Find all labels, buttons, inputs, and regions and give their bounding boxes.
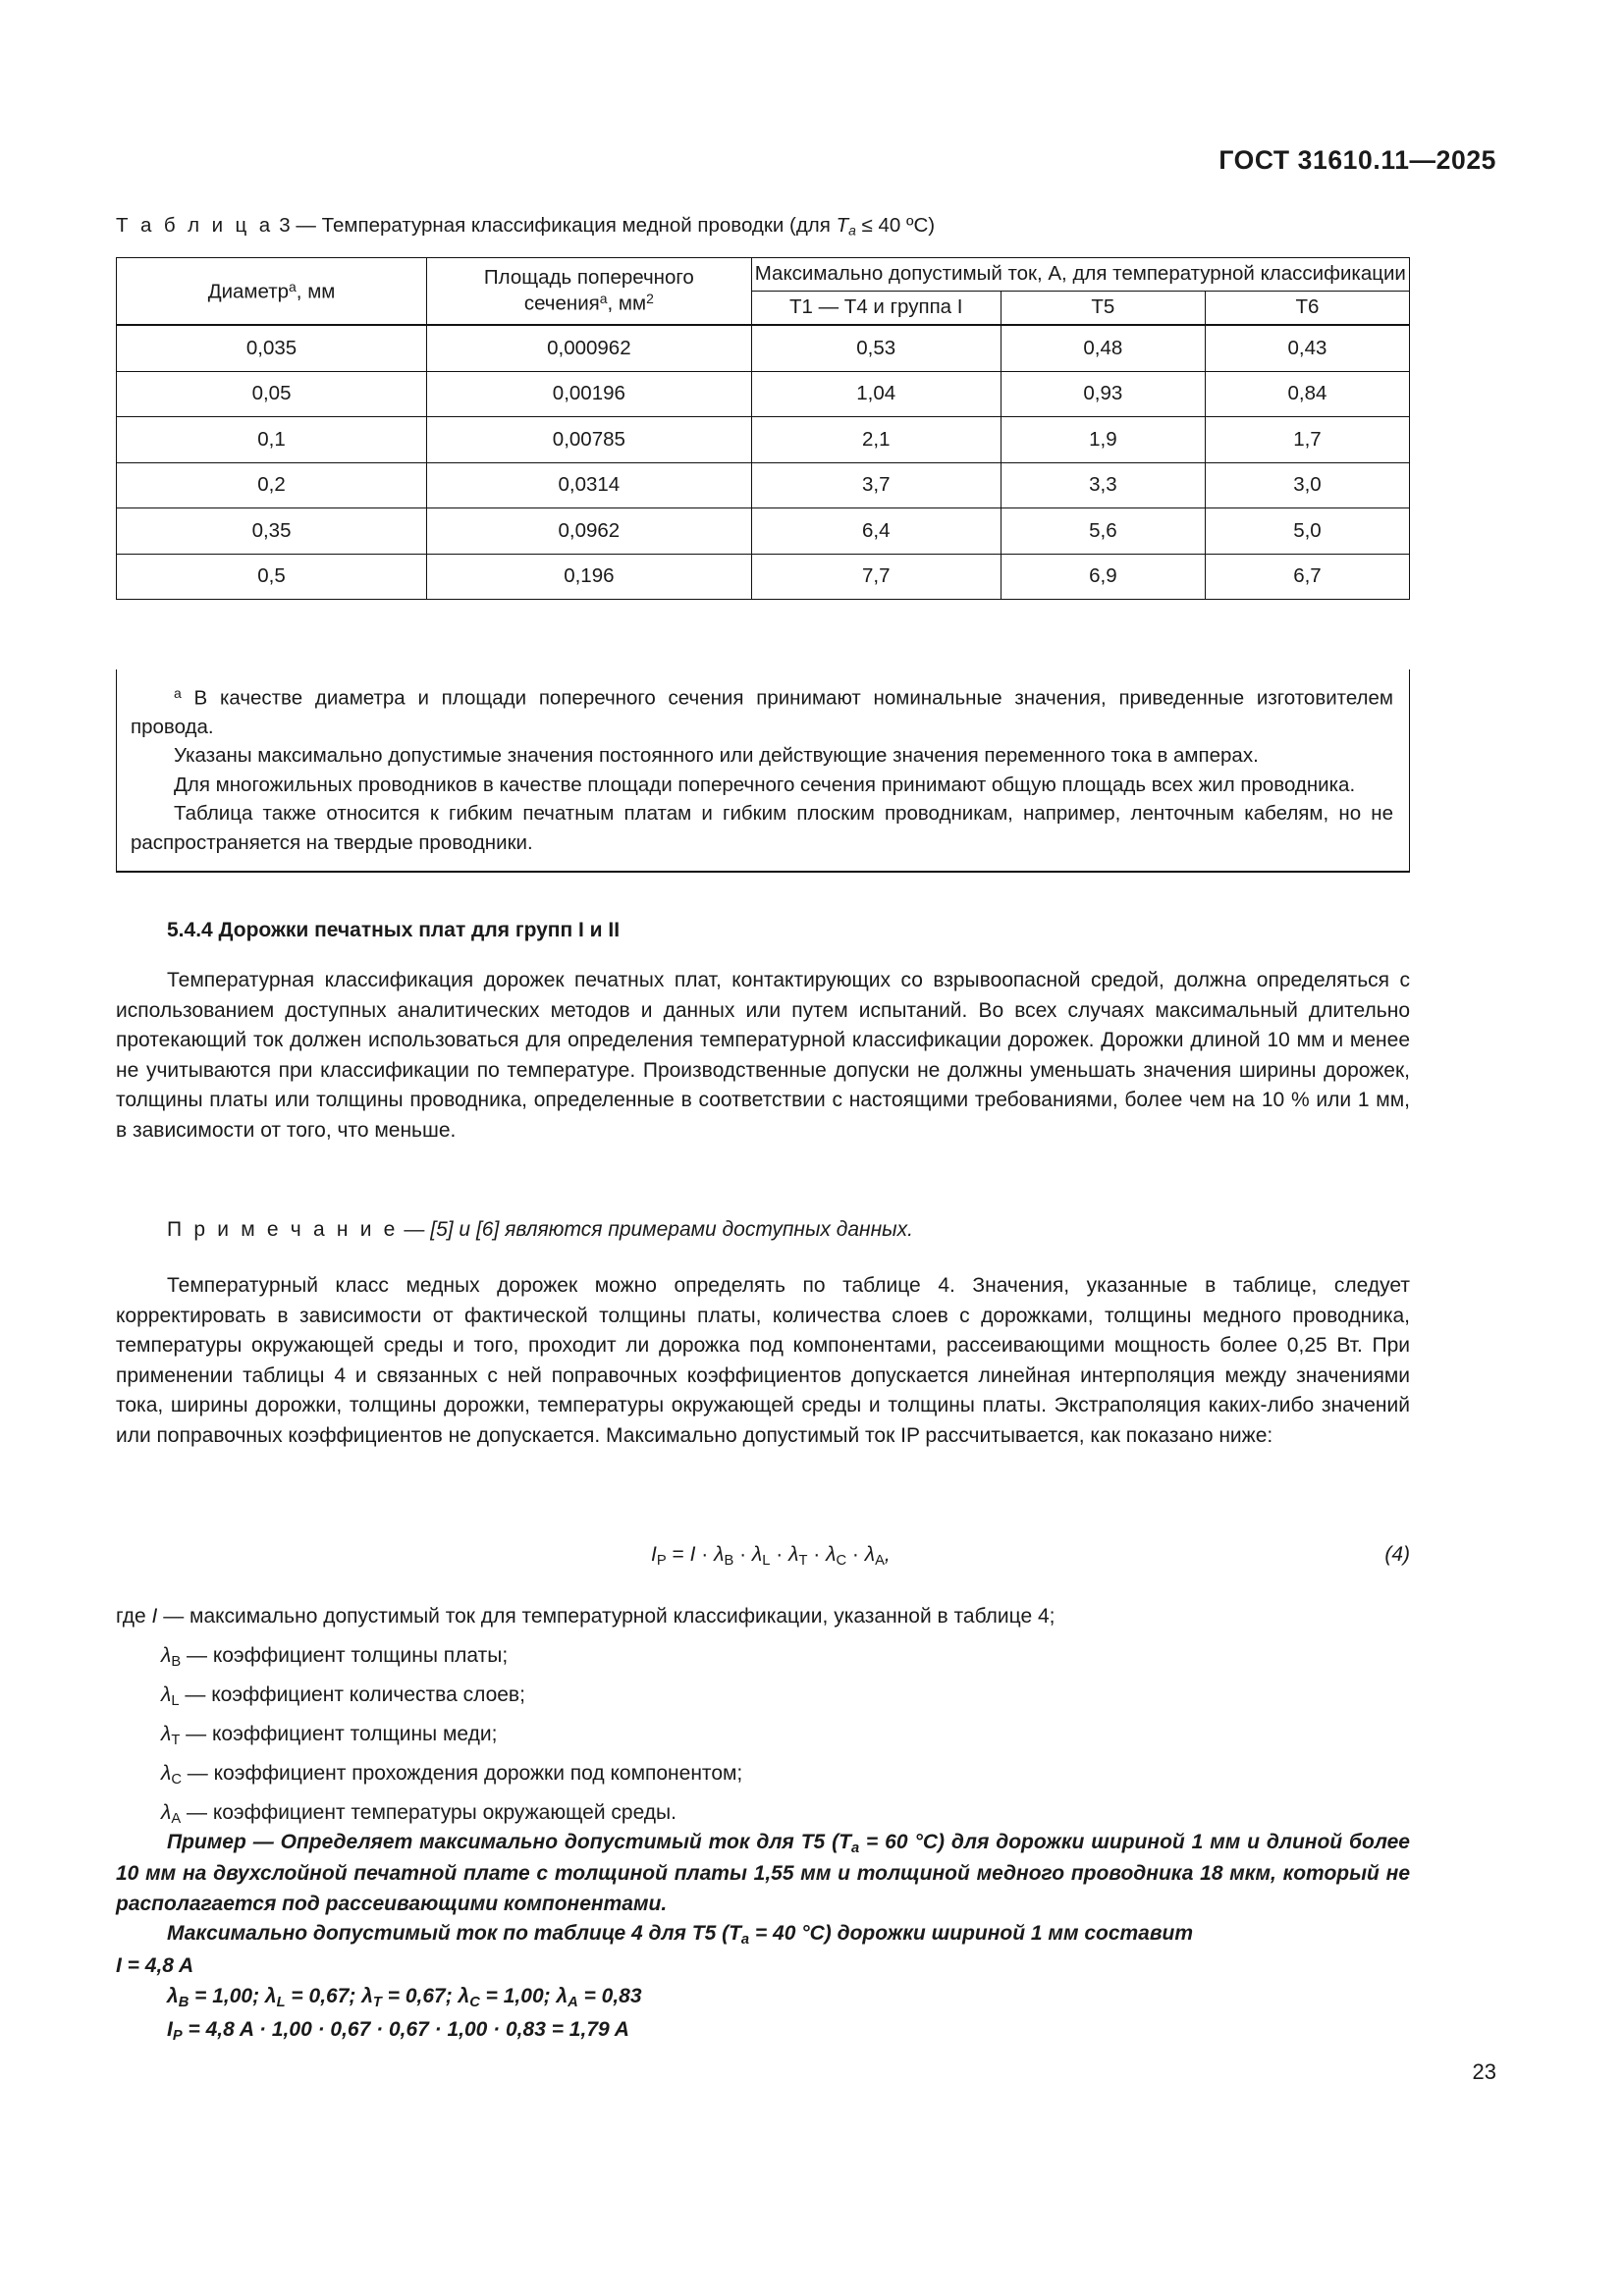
definition-text: — максимально допустимый ток для температурной классификации, указанной в таблице 4; xyxy=(163,1605,1056,1628)
example-block xyxy=(116,1828,1410,2048)
note-text: [5] и [6] являются примерами доступных данных. xyxy=(430,1218,913,1241)
example-label: Пример xyxy=(167,1831,246,1853)
cell-t1t4: 6,4 xyxy=(751,508,1001,555)
note-dash: — xyxy=(404,1218,425,1241)
column-header-area-unit: , мм xyxy=(607,292,647,315)
cell-t1t4: 0,53 xyxy=(751,325,1001,371)
section-note xyxy=(116,1215,1410,1246)
cell-diameter: 0,2 xyxy=(117,462,427,508)
cell-t6: 5,0 xyxy=(1205,508,1409,555)
table-caption-text: Температурная классификация медной проводки (для xyxy=(321,214,831,237)
column-header-area-line2 xyxy=(427,291,751,316)
column-header-area-line1: Площадь поперечного xyxy=(483,266,694,290)
cell-t6: 3,0 xyxy=(1205,462,1409,508)
definition-symbol-subscript: T xyxy=(171,1733,181,1749)
column-header-t1-t4-group-i: Т1 — Т4 и группа I xyxy=(751,292,1001,326)
formula-4 xyxy=(651,1543,891,1569)
column-header-t5: Т5 xyxy=(1001,292,1205,326)
definition-item-lambda-C xyxy=(116,1763,1410,1802)
cell-area: 0,000962 xyxy=(427,325,752,371)
section-paragraph-1: Температурная классификация дорожек печатных плат, контактирующих со взрывоопасной средой, должна определяться с использованием доступных аналитических методов и данных или путем испытаний. Во всех случаях максимальный длительно протекающий ток должен использоваться для определения температурной классификации дорожек. Дорожки длиной 10 мм и менее не учитываются при классификации по температуре. Производственные допуски не должны уменьшать значения ширины дорожек, толщины платы или толщины проводника, определенные в соответствии с настоящими требованиями, более чем на 10 % или 1 мм, в зависимости от того, что меньше. xyxy=(116,969,1410,1142)
formula-lhs-variable: I xyxy=(651,1543,657,1566)
footnote-3: Для многожильных проводников в качестве площади поперечного сечения принимают общую площадь всех жил проводника. xyxy=(174,773,1356,796)
example-result-current: I = 4,8 A xyxy=(116,1953,194,1977)
table-footnotes xyxy=(116,669,1410,873)
cell-area: 0,0962 xyxy=(427,508,752,555)
footnote-marker-a: a xyxy=(174,685,182,701)
cell-t5: 0,48 xyxy=(1001,325,1205,371)
cell-t1t4: 7,7 xyxy=(751,554,1001,600)
cell-diameter: 0,05 xyxy=(117,371,427,417)
example-text-2b: = 40 °C) дорожки шириной 1 мм составит xyxy=(754,1922,1194,1946)
table-head xyxy=(117,258,1410,326)
footnote-4: Таблица также относится к гибким печатным платам и гибким плоским проводникам, например, ленточным кабелям, но не распространяется на твердые проводники. xyxy=(131,802,1393,854)
column-header-area-line2-text: сечения xyxy=(523,292,600,315)
cell-t6: 1,7 xyxy=(1205,417,1409,463)
table-head-row-1 xyxy=(117,258,1410,292)
definition-text: — коэффициент температуры окружающей среды. xyxy=(186,1801,677,1824)
table-caption-variable-sub: a xyxy=(848,222,856,239)
footnote-2: Указаны максимально допустимые значения постоянного или действующие значения переменного тока в амперах. xyxy=(174,744,1259,768)
table-body xyxy=(117,325,1410,600)
cell-area: 0,00785 xyxy=(427,417,752,463)
cell-t5: 3,3 xyxy=(1001,462,1205,508)
cell-t6: 6,7 xyxy=(1205,554,1409,600)
column-header-diameter-footnote-marker: a xyxy=(289,278,297,294)
cell-t1t4: 3,7 xyxy=(751,462,1001,508)
table-caption-variable: T xyxy=(836,214,849,237)
definition-symbol: λ xyxy=(161,1723,172,1745)
column-header-area-unit-exponent: 2 xyxy=(646,290,654,306)
formula-rhs: $I \cdot \lambda_B \cdot \lambda_L \cdot \lambda_T \cdot \lambda_C \cdot \lambda_A$, xyxy=(689,1543,891,1570)
table-caption xyxy=(116,214,935,238)
example-text-1-subscript: a xyxy=(850,1841,860,1857)
formula-equals: = xyxy=(672,1543,684,1566)
section-heading-5-4-4: 5.4.4 Дорожки печатных плат для групп I и II xyxy=(167,919,621,941)
section-paragraph-1-block xyxy=(116,966,1410,1146)
cell-area: 0,0314 xyxy=(427,462,752,508)
column-header-area-footnote-marker: a xyxy=(599,290,608,306)
cell-t5: 5,6 xyxy=(1001,508,1205,555)
definition-text: — коэффициент прохождения дорожки под компонентом; xyxy=(187,1762,743,1785)
definition-item-lambda-L xyxy=(116,1684,1410,1724)
table-caption-label: Т а б л и ц а xyxy=(116,214,274,237)
table-row xyxy=(117,325,1410,371)
column-header-t6: Т6 xyxy=(1205,292,1409,326)
cell-diameter: 0,1 xyxy=(117,417,427,463)
definition-symbol: λ xyxy=(161,1762,172,1785)
definition-text: — коэффициент количества слоев; xyxy=(185,1683,525,1706)
cell-t5: 6,9 xyxy=(1001,554,1205,600)
cell-diameter: 0,35 xyxy=(117,508,427,555)
definition-text: — коэффициент толщины платы; xyxy=(186,1644,509,1667)
section-paragraph-2: Температурный класс медных дорожек можно определять по таблице 4. Значения, указанные в таблице, следует корректировать в зависимости от фактической толщины платы, количества слоев с дорожками, толщины медного проводника, температуры окружающей среды и того, проходит ли дорожка под компонентами, рассеивающими мощность более 0,25 Вт. При применении таблицы 4 и связанных с ней поправочных коэффициентов допускается линейная интерполяция между значениями тока, ширины дорожки, толщины дорожки, температуры окружающей среды и толщины платы. Экстраполяция каких-либо значений или поправочных коэффициентов не допускается. Максимально допустимый ток IP рассчитывается, как показано ниже: xyxy=(116,1274,1410,1447)
definition-item-I xyxy=(116,1606,1410,1645)
formula-number: (4) xyxy=(1384,1543,1410,1566)
column-header-cross-section-area xyxy=(427,258,752,326)
definition-text: — коэффициент толщины меди; xyxy=(186,1723,498,1745)
definition-item-lambda-B xyxy=(116,1645,1410,1684)
example-paragraph-1 xyxy=(116,1828,1410,1919)
definition-symbol: λ xyxy=(161,1801,172,1824)
table-row xyxy=(117,371,1410,417)
column-header-max-current-group: Максимально допустимый ток, А, для температурной классификации xyxy=(751,258,1409,292)
example-text-1b: = 60 °C) для дорожки шириной 1 мм и длиной более 10 мм на двухслойной печатной плате с толщиной платы 1,55 мм и толщиной медного проводника 18 мкм, который не располагается под рассеивающими компонентами. xyxy=(116,1831,1410,1915)
example-paragraph-2 xyxy=(116,1919,1410,1950)
cell-diameter: 0,5 xyxy=(117,554,427,600)
cell-t6: 0,43 xyxy=(1205,325,1409,371)
example-text-2a: Максимально допустимый ток по таблице 4 для T5 (T xyxy=(167,1922,741,1946)
section-note-block xyxy=(116,1215,1410,1246)
cell-t6: 0,84 xyxy=(1205,371,1409,417)
definition-symbol-subscript: A xyxy=(171,1811,182,1828)
cell-t1t4: 1,04 xyxy=(751,371,1001,417)
section-paragraph-2-block xyxy=(116,1271,1410,1451)
example-text-2-subscript: a xyxy=(740,1932,750,1949)
definition-symbol-subscript: L xyxy=(171,1693,180,1710)
formula-symbol-definitions xyxy=(116,1606,1410,1842)
table-caption-number: 3 xyxy=(279,214,291,237)
page-number: 23 xyxy=(1472,2059,1496,2084)
table-row xyxy=(117,417,1410,463)
example-final-calculation: $I_P = 4,8$ A · 1,00 · 0,67 · 0,67 · 1,00 · 0,83 = 1,79 A xyxy=(167,2018,629,2045)
table-row xyxy=(117,508,1410,555)
table-3 xyxy=(116,257,1410,600)
cell-diameter: 0,035 xyxy=(117,325,427,371)
definition-item-lambda-T xyxy=(116,1724,1410,1763)
footnote-a xyxy=(131,683,1393,741)
footnote-a-text: В качестве диаметра и площади поперечного сечения принимают номинальные значения, приведенные изготовителем провода. xyxy=(131,686,1393,738)
definition-symbol-subscript: C xyxy=(171,1772,182,1789)
column-header-diameter-text: Диаметр xyxy=(207,279,290,302)
definition-symbol: λ xyxy=(161,1683,172,1706)
table-row xyxy=(117,554,1410,600)
column-header-diameter-unit: , мм xyxy=(296,279,336,302)
definition-symbol: λ xyxy=(161,1644,172,1667)
cell-t5: 1,9 xyxy=(1001,417,1205,463)
example-dash: — xyxy=(252,1831,274,1853)
cell-area: 0,196 xyxy=(427,554,752,600)
table-3-wrapper xyxy=(116,257,1410,600)
page-header-standard-number: ГОСТ 31610.11—2025 xyxy=(1218,145,1496,175)
definition-symbol: I xyxy=(151,1605,158,1628)
note-label: П р и м е ч а н и е xyxy=(167,1218,399,1241)
cell-t1t4: 2,1 xyxy=(751,417,1001,463)
table-row xyxy=(117,462,1410,508)
formula-lhs-subscript: P xyxy=(656,1553,667,1570)
cell-t5: 0,93 xyxy=(1001,371,1205,417)
definition-symbol-subscript: B xyxy=(171,1654,182,1671)
table-caption-condition: ≤ 40 ºC) xyxy=(861,214,936,237)
example-coefficients: $\lambda_B = 1,00$; $\lambda_L = 0,67$; $\lambda_T = 0,67$; $\lambda_C = 1,00$; $\lambda_A = 0,83$ xyxy=(167,1985,642,2011)
cell-area: 0,00196 xyxy=(427,371,752,417)
table-caption-dash: — xyxy=(296,214,316,237)
example-text-1a: Определяет максимально допустимый ток для T5 (T xyxy=(280,1831,851,1853)
column-header-diameter xyxy=(117,258,427,326)
where-lead: где xyxy=(116,1605,146,1628)
